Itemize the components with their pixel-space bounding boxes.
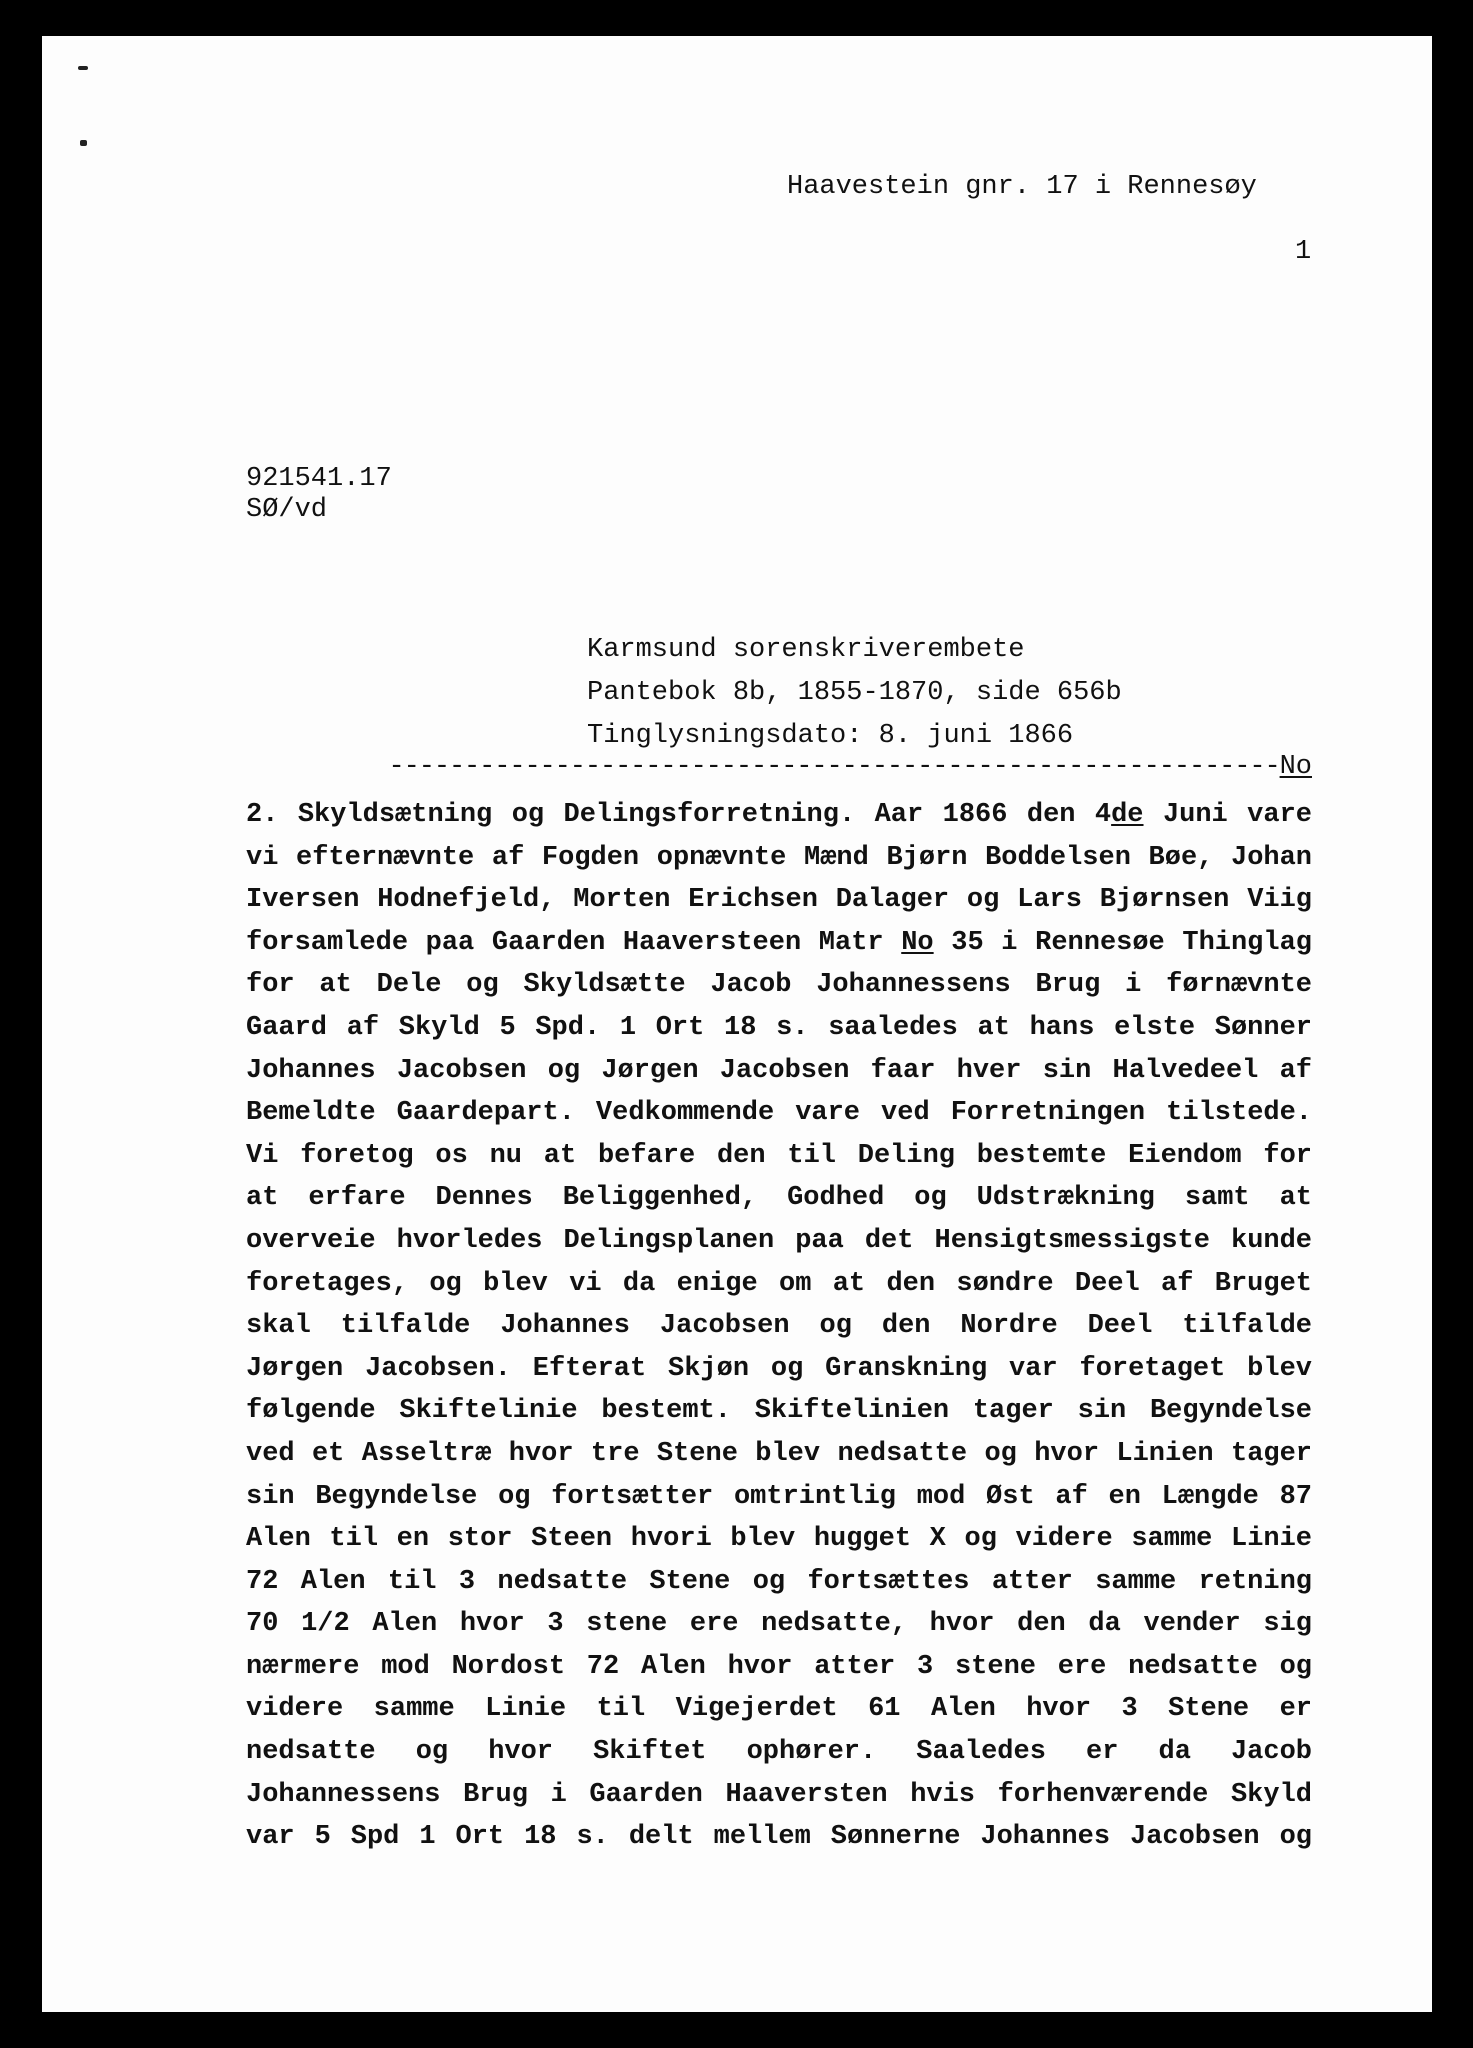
body-line: Alen til en stor Steen hvori blev hugget X og videre samme Linie <box>246 1524 1312 1555</box>
deed-body <box>246 794 1312 1859</box>
body-line: overveie hvorledes Delingsplanen paa det Hensigtsmessigste kunde <box>246 1225 1312 1256</box>
reference-code: 921541.17 <box>246 464 392 494</box>
underlined-abbrev: de <box>1111 800 1144 830</box>
body-line: sin Begyndelse og fortsætter omtrintlig mod Øst af en Længde 87 <box>246 1481 1312 1512</box>
body-line: Vi foretog os nu at befare den til Deling bestemte Eiendom for <box>246 1140 1312 1171</box>
separator-dashes: ----------------------------------------------------------- <box>388 752 1280 782</box>
reference-block <box>246 464 392 526</box>
body-line: nedsatte og hvor Skiftet ophører. Saaledes er da Jacob <box>246 1737 1312 1768</box>
body-line: 70 1/2 Alen hvor 3 stene ere nedsatte, hvor den da vender sig <box>246 1609 1312 1640</box>
source-date: Tinglysningsdato: 8. juni 1866 <box>587 721 1074 751</box>
header-place: Haavestein gnr. 17 i Rennesøy <box>787 172 1257 202</box>
source-office: Karmsund sorenskriverembete <box>587 635 1025 665</box>
body-line: Bemeldte Gaardepart. Vedkommende vare ved Forretningen tilstede. <box>246 1098 1312 1129</box>
body-line: Gaard af Skyld 5 Spd. 1 Ort 18 s. saaledes at hans elste Sønner <box>246 1012 1312 1043</box>
body-line: Jørgen Jacobsen. Efterat Skjøn og Granskning var foretaget blev <box>246 1353 1312 1384</box>
source-book: Pantebok 8b, 1855-1870, side 656b <box>587 678 1122 708</box>
reference-initials: SØ/vd <box>246 495 328 525</box>
body-line: 2. Skyldsætning og Delingsforretning. Aar 1866 den 4de Juni vare <box>246 800 1312 830</box>
body-line: 72 Alen til 3 nedsatte Stene og fortsættes atter samme retning <box>246 1566 1312 1597</box>
underlined-abbrev: No <box>901 927 934 958</box>
body-line: nærmere mod Nordost 72 Alen hvor atter 3 stene ere nedsatte og <box>246 1651 1312 1682</box>
body-line: følgende Skiftelinie bestemt. Skiftelinien tager sin Begyndelse <box>246 1396 1312 1427</box>
scan-speck <box>78 66 88 70</box>
body-line: var 5 Spd 1 Ort 18 s. delt mellem Sønnerne Johannes Jacobsen og <box>246 1822 1312 1853</box>
source-block <box>587 629 1122 758</box>
number-label: No <box>1279 752 1312 782</box>
body-line: foretages, og blev vi da enige om at den søndre Deel af Bruget <box>246 1268 1312 1299</box>
body-line: Iversen Hodnefjeld, Morten Erichsen Dalager og Lars Bjørnsen Viig <box>246 885 1312 916</box>
body-line: videre samme Linie til Vigejerdet 61 Alen hvor 3 Stene er <box>246 1694 1312 1725</box>
body-line: at erfare Dennes Beliggenhed, Godhed og Udstrækning samt at <box>246 1183 1312 1214</box>
body-line: ved et Asseltræ hvor tre Stene blev nedsatte og hvor Linien tager <box>246 1438 1312 1469</box>
body-line: vi efternævnte af Fogden opnævnte Mænd Bjørn Boddelsen Bøe, Johan <box>246 842 1312 873</box>
body-line: forsamlede paa Gaarden Haaversteen Matr No 35 i Rennesøe Thinglag <box>246 927 1312 958</box>
body-line: skal tilfalde Johannes Jacobsen og den Nordre Deel tilfalde <box>246 1311 1312 1342</box>
separator-line <box>246 752 1312 782</box>
body-line: Johannessens Brug i Gaarden Haaversten hvis forhenværende Skyld <box>246 1779 1312 1810</box>
body-line: Johannes Jacobsen og Jørgen Jacobsen faar hver sin Halvedeel af <box>246 1055 1312 1086</box>
body-line: for at Dele og Skyldsætte Jacob Johannessens Brug i førnævnte <box>246 970 1312 1001</box>
document-page <box>42 36 1432 2012</box>
page-number: 1 <box>1295 237 1312 267</box>
scan-speck <box>80 140 87 146</box>
